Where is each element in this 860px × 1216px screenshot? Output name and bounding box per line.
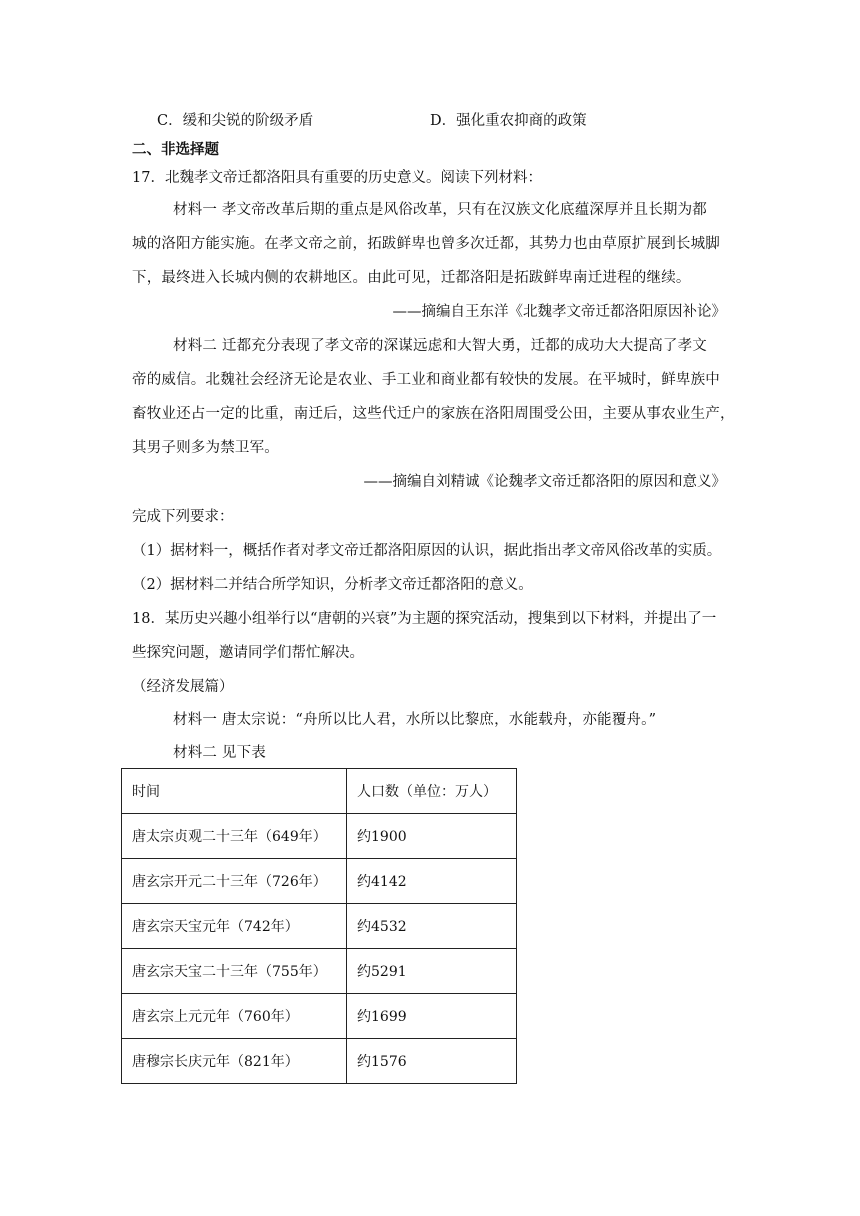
q18-stem-line2: 些探究问题，邀请同学们帮忙解决。 (132, 645, 364, 661)
table-cell-population: 约5291 (347, 949, 517, 994)
option-d: D．强化重农抑商的政策 (430, 113, 587, 129)
table-cell-population: 约1900 (347, 814, 517, 859)
q17-material2-line: 其男子则多为禁卫军。 (132, 440, 279, 456)
option-c: C．缓和尖锐的阶级矛盾 (157, 113, 314, 129)
table-cell-population: 约1699 (347, 994, 517, 1039)
table-cell-population: 约4532 (347, 904, 517, 949)
q17-material2-line: 畜牧业还占一定的比重，南迁后，这些代迁户的家族在洛阳周围受公田，主要从事农业生产， (132, 406, 735, 422)
table-cell-time: 唐玄宗天宝元年（742年） (122, 904, 347, 949)
table-row (122, 949, 517, 994)
q17-stem: 17．北魏孝文帝迁都洛阳具有重要的历史意义。阅读下列材料： (132, 170, 542, 186)
q17-material1-line: 下，最终进入长城内侧的农耕地区。由此可见，迁都洛阳是拓跋鲜卑南迁进程的继续。 (132, 270, 691, 286)
q17-material2-line: 材料二 迁都充分表现了孝文帝的深谋远虑和大智大勇，迁都的成功大大提高了孝文 (173, 338, 708, 354)
table-row (122, 859, 517, 904)
table-row (122, 814, 517, 859)
table-cell-time: 唐穆宗长庆元年（821年） (122, 1039, 347, 1084)
population-table (121, 768, 517, 1084)
q18-stem-line1: 18．某历史兴趣小组举行以“唐朝的兴衰”为主题的探究活动，搜集到以下材料，并提出了一 (132, 611, 717, 627)
table-cell-population: 约4142 (347, 859, 517, 904)
table-cell-time: 唐玄宗天宝二十三年（755年） (122, 949, 347, 994)
q17-requirement: 完成下列要求： (132, 509, 234, 525)
table-header-time: 时间 (122, 769, 347, 814)
q17-sub1: （1）据材料一，概括作者对孝文帝迁都洛阳原因的认识，据此指出孝文帝风俗改革的实质。 (132, 543, 722, 559)
q17-material2-source: ——摘编自刘精诚《论魏孝文帝迁都洛阳的原因和意义》 (363, 474, 726, 490)
table-header-row (122, 769, 517, 814)
table-cell-population: 约1576 (347, 1039, 517, 1084)
table-cell-time: 唐太宗贞观二十三年（649年） (122, 814, 347, 859)
section-heading: 二、非选择题 (132, 141, 219, 158)
q18-material2: 材料二 见下表 (173, 745, 267, 761)
q17-material1-line: 城的洛阳方能实施。在孝文帝之前，拓跋鲜卑也曾多次迁都，其势力也由草原扩展到长城脚 (132, 236, 720, 252)
table-row (122, 904, 517, 949)
q17-material1-line: 材料一 孝文帝改革后期的重点是风俗改革，只有在汉族文化底蕴深厚并且长期为都 (173, 202, 708, 218)
table-cell-time: 唐玄宗开元二十三年（726年） (122, 859, 347, 904)
q18-subheading: （经济发展篇） (132, 679, 234, 695)
table-cell-time: 唐玄宗上元元年（760年） (122, 994, 347, 1039)
table-row (122, 1039, 517, 1084)
q17-material2-line: 帝的威信。北魏社会经济无论是农业、手工业和商业都有较快的发展。在平城时，鲜卑族中 (132, 372, 720, 388)
q18-material1: 材料一 唐太宗说：“舟所以比人君，水所以比黎庶，水能载舟，亦能覆舟。” (173, 712, 657, 728)
table-header-population: 人口数（单位：万人） (347, 769, 517, 814)
table-row (122, 994, 517, 1039)
q17-sub2: （2）据材料二并结合所学知识，分析孝文帝迁都洛阳的意义。 (132, 577, 533, 593)
q17-material1-source: ——摘编自王东洋《北魏孝文帝迁都洛阳原因补论》 (392, 304, 726, 320)
